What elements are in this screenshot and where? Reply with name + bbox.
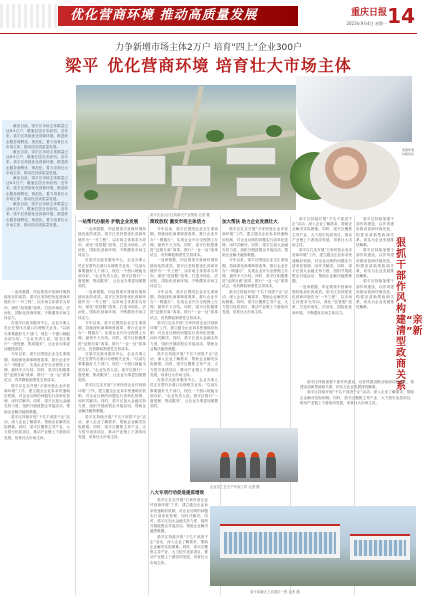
factory-photo [190, 428, 298, 482]
right-headline: 狠抓干部作风 构建“亲清”新型政商关系 [396, 238, 423, 392]
headline-location: 梁平 [65, 56, 100, 75]
article-headline [0, 53, 417, 76]
masthead [0, 0, 417, 34]
body-column-3-lower: 八大专项行动促进提质增效 梁平区扎实开展“万家民营企业评营商环境”工作，建立健全企业诉求快速响应机制，对企业反映的问题实行清单化管理、闭环式解决。同时，梁平区加大金融支持力度，组织开展政银企对接活动，帮助企业解决融资难题。 梁平区持续开展“千名干部进千企”活动，深入企业了解需求，帮助企业解决实际困难。同时，梁平区聚焦主导产业，大力招引优质项目，推动产业链上下游协同发展，培育壮大市场主体。 [150, 491, 208, 565]
masthead-rule [0, 33, 417, 34]
date-line: 2023年9月4日 星期一 [346, 21, 387, 26]
collage-caption: 营商环境持续优化 [402, 148, 415, 157]
page-number: 14 [387, 4, 415, 28]
subhead: 加大帮扶 助力企业发展壮大 [222, 220, 278, 225]
column-rule [148, 215, 149, 595]
office-photo [296, 76, 412, 142]
body-column-1: 一站帮代办服务 护航企业发展 一连串数据，印证着梁平营商环境持续优化的成效。梁平区坚持把优化营商环境作为“一号工程”，以市场主体需求为导向，深化“放管服”改革，打造市场化、法治化、国际化营商环境，不断激发市场主体活力。 在梁平区政务服务中心，企业办事人员正在帮代办窗口办理相关业务。“以前办事要跑好几个部门，现在一个窗口就能全部办好。”企业负责人说。梁平区推行“一窗受理、集成服务”，让企业办事更加便捷高效。 一连串数据，印证着梁平营商环境持续优化的成效。梁平区坚持把优化营商环境作为“一号工程”，以市场主体需求为导向，深化“放管服”改革，打造市场化、法治化、国际化营商环境，不断激发市场主体活力。 今年以来，梁平区围绕企业全生命周期，持续深化商事制度改革，推行企业开办“一网通办”，实现企业开办全程网上办理，最快半天办结。同时，梁平区积极推进“证照分离”改革，推行“一业一证”改革试点，有效降低制度性交易成本。 在梁平区政务服务中心，企业办事人员正在帮代办窗口办理相关业务。“以前办事要跑好几个部门，现在一个窗口就能全部办好。”企业负责人说。梁平区推行“一窗受理、集成服务”，让企业办事更加便捷高效。 梁平区扎实开展“万家民营企业评营商环境”工作，建立健全企业诉求快速响应机制，对企业反映的问题实行清单化管理、闭环式解决。同时，梁平区加大金融支持力度，组织开展政银企对接活动，帮助企业解决融资难题。 梁平区持续开展“千名干部进千企”活动，深入企业了解需求，帮助企业解决实际困难。同时，梁平区聚焦主导产业，大力招引优质项目，推动产业链上下游协同发展，培育壮大市场主体。 [78, 220, 146, 440]
subhead: 一站帮代办服务 护航企业发展 [78, 220, 139, 225]
caption-factory: 企业员工在生产车间工作 记者 摄 [210, 485, 260, 489]
aerial-photo [76, 85, 296, 210]
caption-aerial: 梁平区金山片区的新兴产业集群 记者 摄 [150, 213, 210, 217]
right-column: 梁平区持续加强干部作风建设，以作风建设推动营商环境优化，构建亲清新型政商关系，切实为企业发展排忧解难。 梁平区持续加强干部作风建设，以作风建设推动营商环境优化，构建亲清新型政商关系，切实为企业发展排忧解难。 梁平区持续加强干部作风建设，以作风建设推动营商环境优化，构建亲清新型政商关系，切实为企业发展排忧解难。 [356, 217, 394, 310]
headline-text: 优化营商环境 培育壮大市场主体 [107, 56, 352, 75]
column-rule [75, 215, 76, 595]
body-column-3: 加大帮扶 助力企业发展壮大 梁平区扎实开展“万家民营企业评营商环境”工作，建立健全企业诉求快速响应机制，对企业反映的问题实行清单化管理、闭环式解决。同时，梁平区加大金融支持力度，组织开展政银企对接活动，帮助企业解决融资难题。 今年以来，梁平区围绕企业全生命周期，持续深化商事制度改革，推行企业开办“一网通办”，实现企业开办全程网上办理，最快半天办结。同时，梁平区积极推进“证照分离”改革，推行“一业一证”改革试点，有效降低制度性交易成本。 梁平区持续开展“千名干部进千企”活动，深入企业了解需求，帮助企业解决实际困难。同时，梁平区聚焦主导产业，大力招引优质项目，推动产业链上下游协同发展，培育壮大市场主体。 [222, 220, 288, 315]
subhead: 简政放权 激发市场主体活力 [150, 220, 206, 225]
campus-photo [210, 506, 416, 586]
staff-photo [310, 140, 400, 210]
body-column-2: 简政放权 激发市场主体活力 今年以来，梁平区围绕企业全生命周期，持续深化商事制度改革，推行企业开办“一网通办”，实现企业开办全程网上办理，最快半天办结。同时，梁平区积极推进“证照分离”改革，推行“一业一证”改革试点，有效降低制度性交易成本。 一连串数据，印证着梁平营商环境持续优化的成效。梁平区坚持把优化营商环境作为“一号工程”，以市场主体需求为导向，深化“放管服”改革，打造市场化、法治化、国际化营商环境，不断激发市场主体活力。 今年以来，梁平区围绕企业全生命周期，持续深化商事制度改革，推行企业开办“一网通办”，实现企业开办全程网上办理，最快半天办结。同时，梁平区积极推进“证照分离”改革，推行“一业一证”改革试点，有效降低制度性交易成本。 梁平区扎实开展“万家民营企业评营商环境”工作，建立健全企业诉求快速响应机制，对企业反映的问题实行清单化管理、闭环式解决。同时，梁平区加大金融支持力度，组织开展政银企对接活动，帮助企业解决融资难题。 梁平区持续开展“千名干部进千企”活动，深入企业了解需求，帮助企业解决实际困难。同时，梁平区聚焦主导产业，大力招引优质项目，推动产业链上下游协同发展，培育壮大市场主体。 在梁平区政务服务中心，企业办事人员正在帮代办窗口办理相关业务。“以前办事要跑好几个部门，现在一个窗口就能全部办好。”企业负责人说。梁平区推行“一窗受理、集成服务”，让企业办事更加便捷高效。 [150, 220, 218, 409]
sidebar-text: 截至目前，梁平区市场主体数量已达6.5万户，增速位居全市前列。近年来，梁平区持续优化营商环境，推进涉企服务便利化、规范化，着力培育壮大市场主体，推动经济高质量发展。 截至目前，梁平区市场主体数量已达6.5万户，增速位居全市前列。近年来，梁平区持续优化营商环境，推进涉企服务便利化、规范化，着力培育壮大市场主体，推动经济高质量发展。 截至目前，梁平区市场主体数量已达6.5万户，增速位居全市前列。近年来，梁平区持续优化营商环境，推进涉企服务便利化、规范化，着力培育壮大市场主体，推动经济高质量发展。 截至目前，梁平区市场主体数量已达6.5万户，增速位居全市前列。近年来，梁平区持续优化营商环境，推进涉企服务便利化、规范化，着力培育壮大市场主体，推动经济高质量发展。 [6, 124, 68, 227]
masthead-right [346, 5, 387, 27]
masthead-slogan: 优化营商环境 推动高质量发展 [70, 8, 258, 23]
sidebar-box [2, 120, 72, 280]
body-column-4: 梁平区持续开展“千名干部进千企”活动，深入企业了解需求，帮助企业解决实际困难。同时，梁平区聚焦主导产业，大力招引优质项目，推动产业链上下游协同发展，培育壮大市场主体。 梁平区扎实开展“万家民营企业评营商环境”工作，建立健全企业诉求快速响应机制，对企业反映的问题实行清单化管理、闭环式解决。同时，梁平区加大金融支持力度，组织开展政银企对接活动，帮助企业解决融资难题。 一连串数据，印证着梁平营商环境持续优化的成效。梁平区坚持把优化营商环境作为“一号工程”，以市场主体需求为导向，深化“放管服”改革，打造市场化、法治化、国际化营商环境，不断激发市场主体活力。 [292, 217, 352, 315]
left-column-lower: 一连串数据，印证着梁平营商环境持续优化的成效。梁平区坚持把优化营商环境作为“一号工程”，以市场主体需求为导向，深化“放管服”改革，打造市场化、法治化、国际化营商环境，不断激发市场主体活力。 在梁平区政务服务中心，企业办事人员正在帮代办窗口办理相关业务。“以前办事要跑好几个部门，现在一个窗口就能全部办好。”企业负责人说。梁平区推行“一窗受理、集成服务”，让企业办事更加便捷高效。 今年以来，梁平区围绕企业全生命周期，持续深化商事制度改革，推行企业开办“一网通办”，实现企业开办全程网上办理，最快半天办结。同时，梁平区积极推进“证照分离”改革，推行“一业一证”改革试点，有效降低制度性交易成本。 梁平区扎实开展“万家民营企业评营商环境”工作，建立健全企业诉求快速响应机制，对企业反映的问题实行清单化管理、闭环式解决。同时，梁平区加大金融支持力度，组织开展政银企对接活动，帮助企业解决融资难题。 梁平区持续开展“千名干部进千企”活动，深入企业了解需求，帮助企业解决实际困难。同时，梁平区聚焦主导产业，大力招引优质项目，推动产业链上下游协同发展，培育壮大市场主体。 [4, 290, 70, 440]
caption-campus: 梁平高新区工业园区一景 记者 摄 [250, 590, 300, 594]
paper-name: 重庆日报 [350, 8, 387, 18]
right-column-lower: 梁平区持续加强干部作风建设，以作风建设推动营商环境优化，构建亲清新型政商关系，切实为企业发展排忧解难。 梁平区持续开展“千名干部进千企”活动，深入企业了解需求，帮助企业解决实际困难。同时，梁平区聚焦主导产业，大力招引优质项目，推动产业链上下游协同发展，培育壮大市场主体。 [300, 380, 414, 405]
masthead-pattern [0, 4, 58, 28]
article-deck: 力争新增市场主体2万户 培育"四上"企业300户 [114, 43, 303, 53]
subhead: 八大专项行动促进提质增效 [150, 491, 204, 496]
